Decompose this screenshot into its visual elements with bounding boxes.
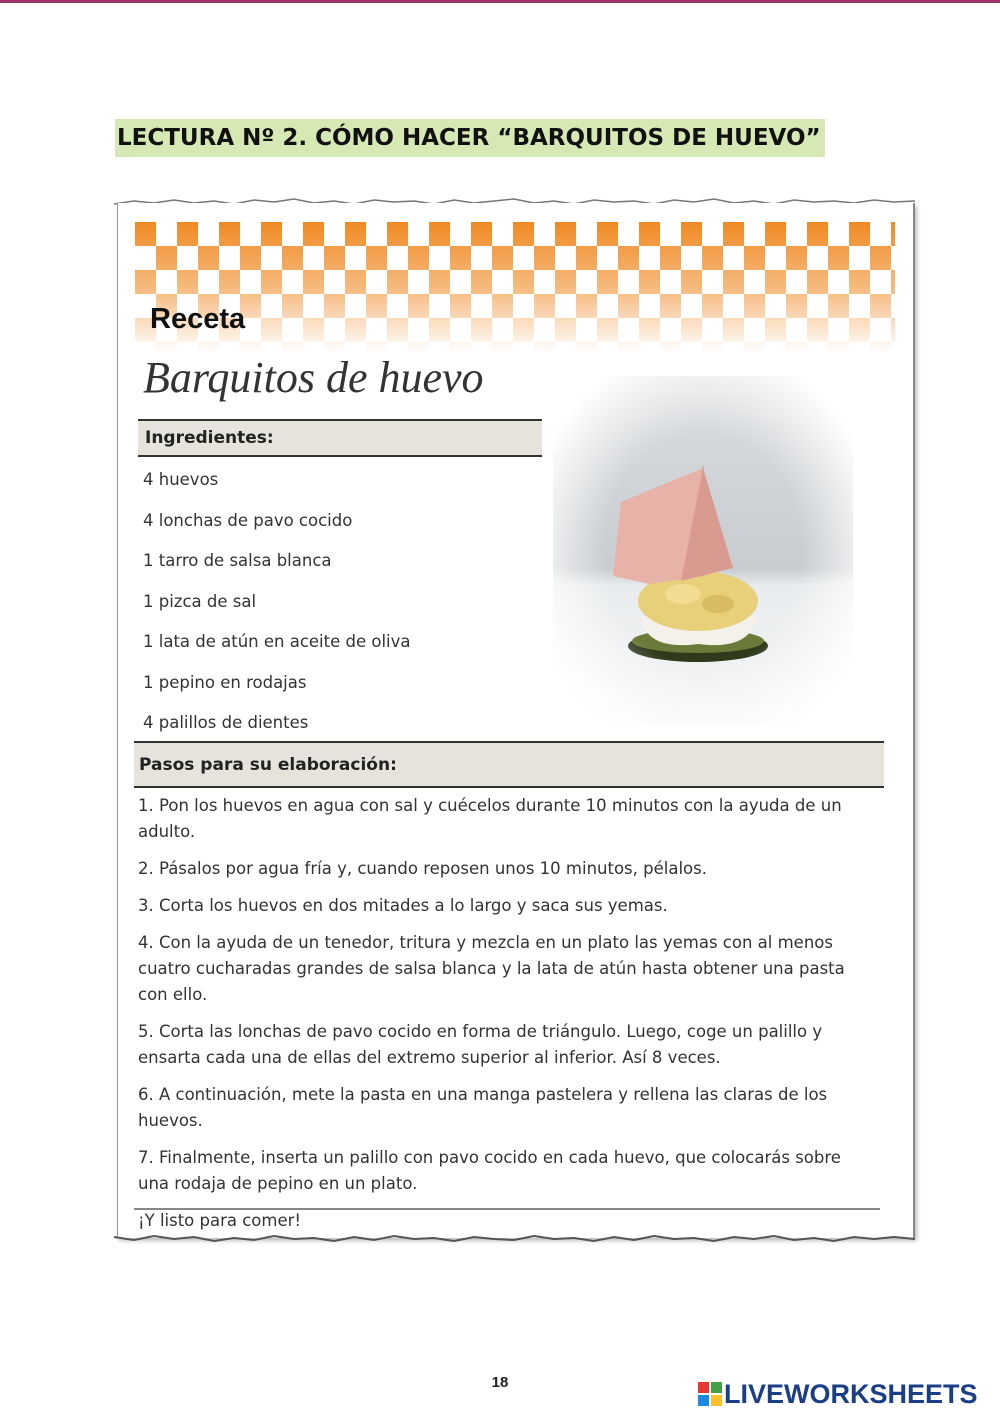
ingredient-item: 1 tarro de salsa blanca	[143, 551, 332, 570]
ingredient-item: 1 pizca de sal	[143, 591, 257, 611]
checkered-banner	[135, 222, 895, 352]
ingredients-list	[143, 466, 411, 750]
egg-boat-photo	[553, 376, 853, 726]
liveworksheets-brand	[698, 1378, 978, 1410]
step-item: 7. Finalmente, inserta un palillo con pavo cocido en cada huevo, que colocarás sobre una rodaja de pepino en un plato.	[138, 1148, 841, 1193]
ingredients-heading	[138, 419, 542, 457]
recipe-title: Barquitos de huevo	[143, 353, 484, 402]
step-item: 6. A continuación, mete la pasta en una manga pastelera y rellena las claras de los huevos.	[138, 1085, 828, 1130]
steps-heading-text: Pasos para su elaboración:	[139, 754, 397, 775]
card-bottom-rule	[134, 1208, 880, 1210]
step-item: 4. Con la ayuda de un tenedor, tritura y mezcla en un plato las yemas con al menos cuatro cucharadas grandes de salsa blanca y la lata de atún hasta obtener una pasta con ello.	[138, 933, 845, 1004]
ingredient-item: 4 lonchas de pavo cocido	[143, 510, 353, 530]
torn-edge-bottom	[114, 1233, 915, 1243]
step-item: 3. Corta los huevos en dos mitades a lo largo y saca sus yemas.	[138, 896, 668, 915]
step-item: 5. Corta las lonchas de pavo cocido en forma de triángulo. Luego, coge un palillo y ensarta cada una de ellas del extremo superior al inferior. Así 8 veces.	[138, 1022, 823, 1067]
steps-heading	[134, 741, 884, 788]
page-number: 18	[491, 1374, 509, 1391]
ingredients-heading-text: Ingredientes:	[145, 428, 274, 448]
recipe-label: Receta	[150, 303, 246, 335]
ingredient-item: 1 pepino en rodajas	[143, 672, 307, 692]
ingredient-item: 1 lata de atún en aceite de oliva	[143, 632, 411, 651]
liveworksheets-logo-icon	[698, 1382, 722, 1406]
brand-name: LIVEWORKSHEETS	[724, 1378, 978, 1409]
ingredient-item: 4 palillos de dientes	[143, 713, 309, 732]
step-item: 2. Pásalos por agua fría y, cuando reposen unos 10 minutos, pélalos.	[138, 859, 707, 878]
steps-list	[138, 793, 868, 1245]
worksheet-title: LECTURA Nº 2. CÓMO HACER “BARQUITOS DE HUEVO”	[115, 119, 825, 157]
step-item: 1. Pon los huevos en agua con sal y cuécelos durante 10 minutos con la ayuda de un adulto.	[138, 796, 842, 841]
closing-line: ¡Y listo para comer!	[138, 1211, 302, 1230]
top-border-line	[0, 0, 1000, 3]
ingredient-item: 4 huevos	[143, 470, 219, 489]
